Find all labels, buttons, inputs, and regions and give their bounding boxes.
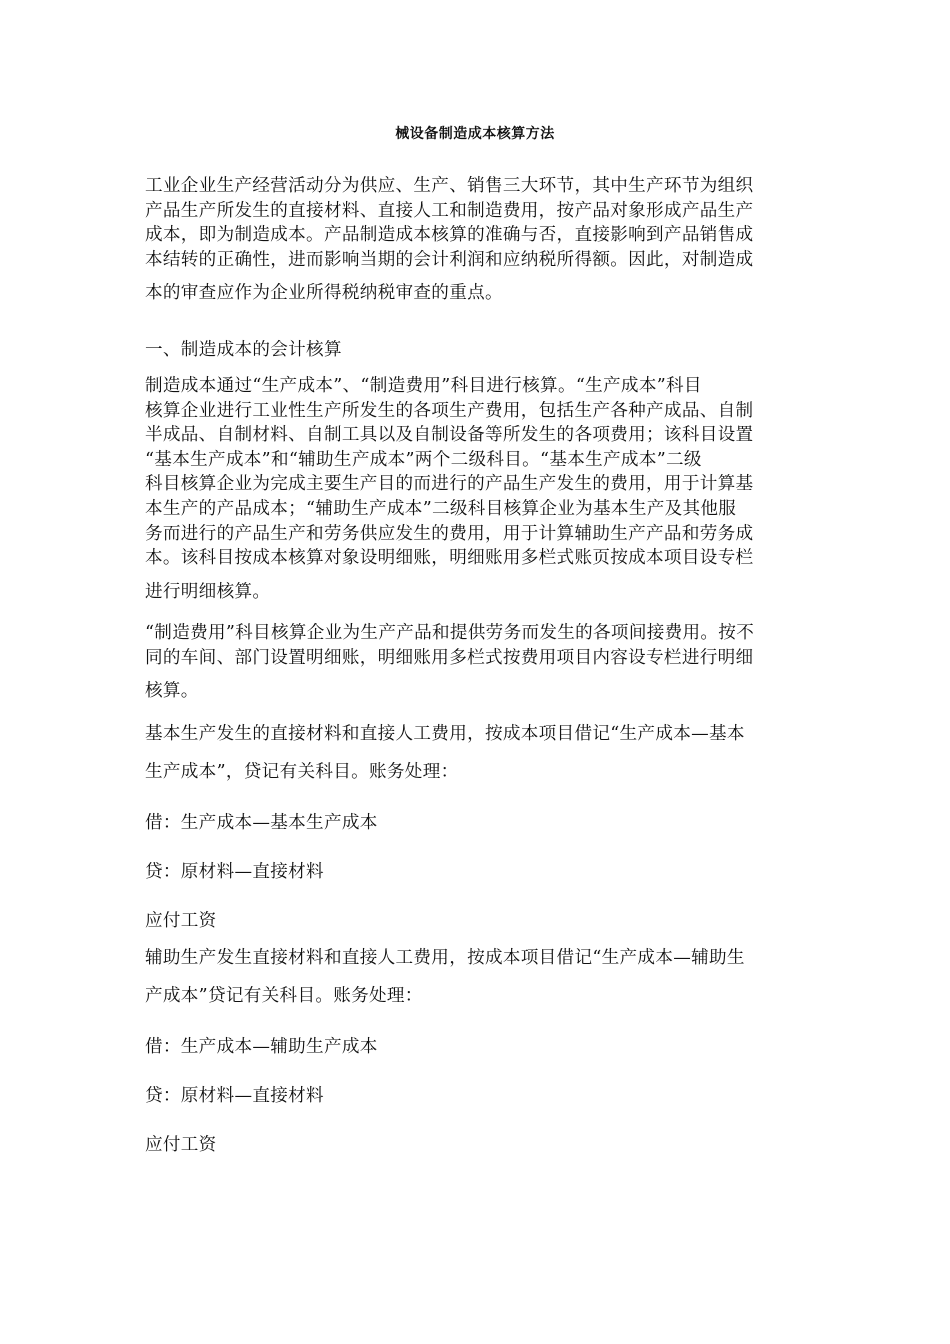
- intro-paragraph: [145, 174, 805, 306]
- aux-wages-line: 应付工资: [145, 1135, 217, 1155]
- overhead-line: 同的车间、部门设置明细账，明细账用多栏式按费用项目内容设专栏进行明细: [145, 647, 754, 668]
- section1-paragraph: [145, 374, 805, 604]
- aux-paragraph: [145, 946, 805, 1008]
- aux-credit-line: 贷：原材料—直接材料: [145, 1086, 324, 1106]
- basic-debit-entry: [145, 811, 805, 836]
- basic-debit-line: 借：生产成本—基本生产成本: [145, 813, 378, 833]
- basic-credit-line: 贷：原材料—直接材料: [145, 862, 324, 882]
- aux-debit-line: 借：生产成本—辅助生产成本: [145, 1037, 378, 1057]
- aux-line: 辅助生产发生直接材料和直接人工费用，按成本项目借记“生产成本—辅助生: [145, 948, 745, 968]
- aux-credit-entry: [145, 1084, 805, 1109]
- aux-line: 产成本”贷记有关科目。账务处理：: [145, 985, 423, 1006]
- intro-line: 本结转的正确性，进而影响当期的会计利润和应纳税所得额。因此，对制造成: [145, 249, 754, 270]
- section1-line: 半成品、自制材料、自制工具以及自制设备等所发生的各项费用；该科目设置: [145, 425, 754, 446]
- basic-line: 基本生产发生的直接材料和直接人工费用，按成本项目借记“生产成本—基本: [145, 724, 745, 744]
- intro-line: 成本，即为制造成本。产品制造成本核算的准确与否，直接影响到产品销售成: [145, 225, 754, 246]
- overhead-paragraph: [145, 621, 805, 704]
- section1-line: “基本生产成本”和“辅助生产成本”两个二级科目。“基本生产成本”二级: [145, 449, 702, 470]
- section1-line: 本。该科目按成本核算对象设明细账，明细账用多栏式账页按成本项目设专栏: [145, 548, 754, 569]
- basic-paragraph: [145, 722, 805, 784]
- section1-line: 制造成本通过“生产成本”、“制造费用”科目进行核算。“生产成本”科目: [145, 376, 702, 396]
- intro-line: 工业企业生产经营活动分为供应、生产、销售三大环节，其中生产环节为组织: [145, 176, 754, 196]
- overhead-line: 核算。: [145, 681, 199, 702]
- basic-wages-entry: [145, 909, 805, 934]
- section1-line: 进行明细核算。: [145, 581, 271, 602]
- document-title: 械设备制造成本核算方法: [395, 126, 555, 142]
- intro-line: 产品生产所发生的直接材料、直接人工和制造费用，按产品对象形成产品生产: [145, 200, 754, 221]
- section1-line: 核算企业进行工业性生产所发生的各项生产费用，包括生产各种产成品、自制: [145, 400, 754, 421]
- section1-line: 本生产的产品成本；“辅助生产成本”二级科目核算企业为基本生产及其他服: [145, 498, 737, 519]
- section1-heading: 一、制造成本的会计核算: [145, 340, 342, 360]
- section1-line: 科目核算企业为完成主要生产目的而进行的产品生产发生的费用，用于计算基: [145, 474, 754, 495]
- basic-line: 生产成本”，贷记有关科目。账务处理：: [145, 761, 459, 782]
- aux-wages-entry: [145, 1133, 805, 1158]
- section1-line: 务而进行的产品生产和劳务供应发生的费用，用于计算辅助生产产品和劳务成: [145, 523, 754, 544]
- intro-line: 本的审查应作为企业所得税纳税审查的重点。: [145, 283, 503, 304]
- overhead-line: “制造费用”科目核算企业为生产产品和提供劳务而发生的各项间接费用。按不: [145, 623, 755, 643]
- aux-debit-entry: [145, 1035, 805, 1060]
- basic-wages-line: 应付工资: [145, 911, 217, 931]
- basic-credit-entry: [145, 860, 805, 885]
- section-heading: [145, 338, 805, 363]
